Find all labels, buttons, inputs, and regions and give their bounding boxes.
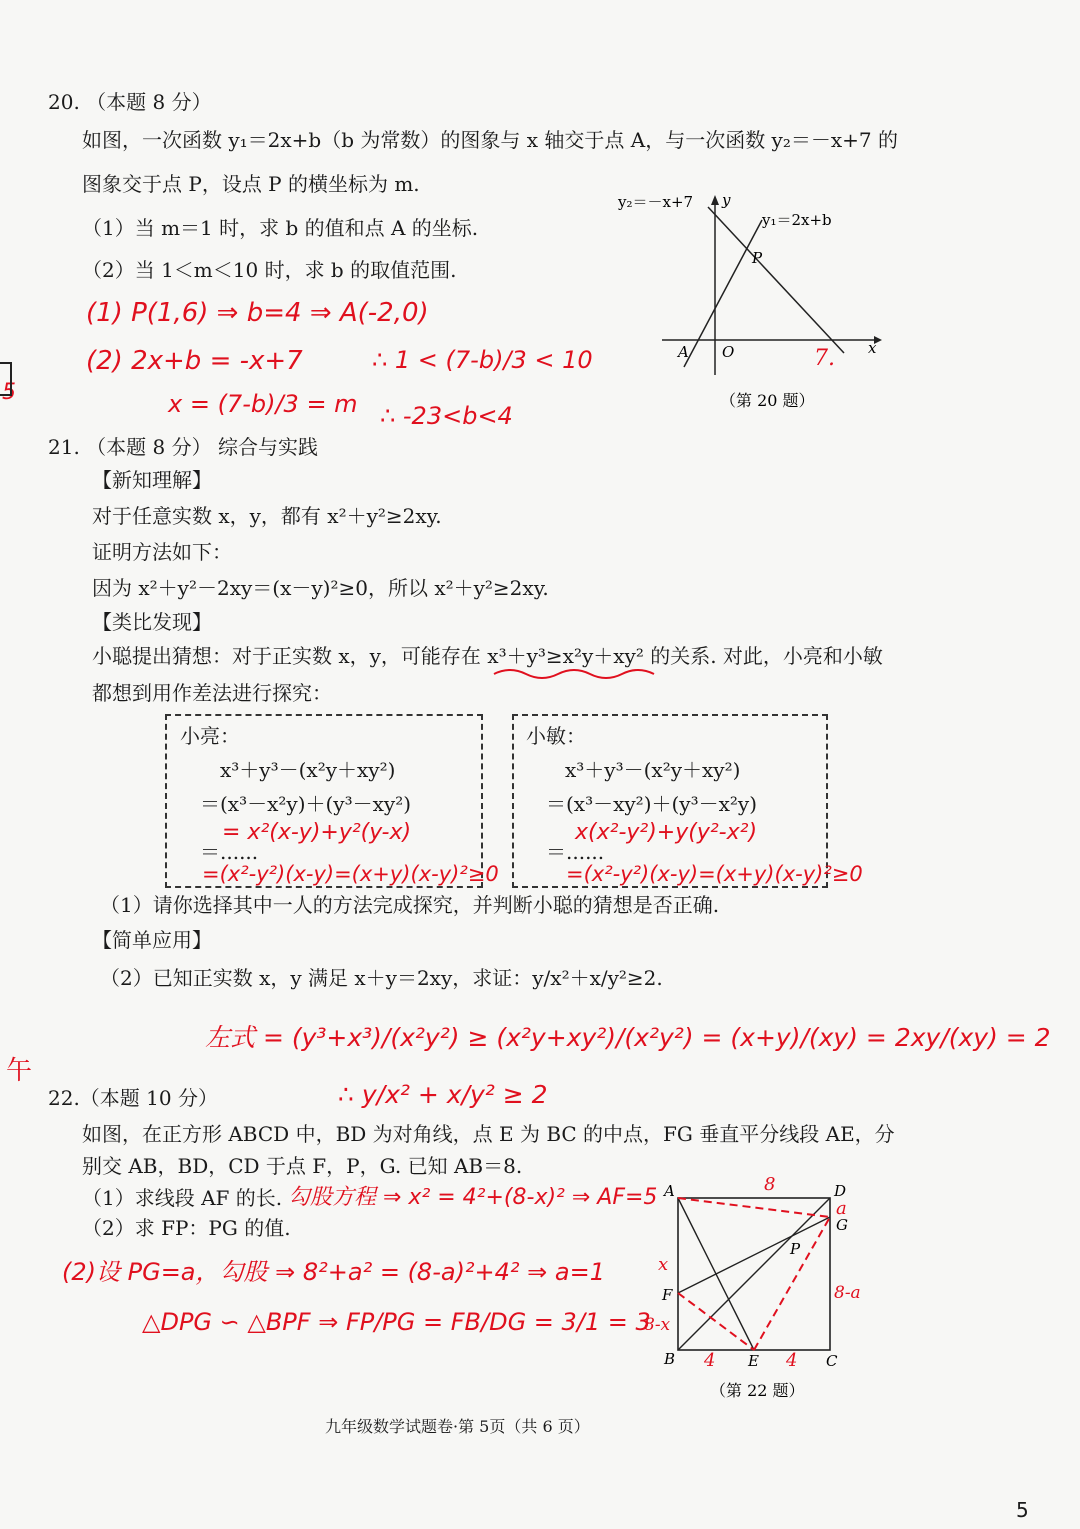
q22-part1: （1）求线段 AF 的长. [82,1186,283,1210]
q20-handwriting-2c: ∴ 1 < (7-b)/3 < 10 [372,346,593,374]
q21-line2: 证明方法如下： [92,540,232,564]
q21-line1: 对于任意实数 x，y，都有 x²＋y²≥2xy. [92,504,442,528]
label-c: C [826,1352,838,1370]
q22-caption: （第 22 题） [710,1381,805,1400]
label-point-p: P [752,249,763,267]
q22-header: 22.（本题 10 分） [48,1086,218,1110]
q21-line5: 都想到用作差法进行探究： [92,681,332,705]
q22-figure [640,1168,880,1404]
hw-dashed-fe [678,1293,754,1350]
q20-handwriting-2d: ∴ -23<b<4 [380,402,513,430]
label-g: G [836,1216,848,1234]
q21-box1-row1: x³＋y³－(x²y＋xy²) [220,758,396,782]
y-axis-arrow [711,195,719,205]
label-origin: O [722,343,735,361]
hw-label-x: x [658,1254,669,1275]
q20-handwriting-2a: (2) 2x+b = -x+7 [86,346,303,376]
label-point-a: A [678,343,689,361]
hw-label-4-left: 4 [704,1350,716,1371]
q21-line3: 因为 x²＋y²－2xy＝(x－y)²≥0，所以 x²＋y²≥2xy. [92,576,549,600]
hw-label-a: a [836,1198,847,1219]
label-a: A [664,1182,675,1200]
margin-mark-2: 午 [6,1056,33,1086]
q20-caption: （第 20 题） [720,391,815,410]
q21-section-analogy: 【类比发现】 [92,610,212,634]
q22-handwriting-part2a: (2)设 PG=a，勾股 ⇒ 8²+a² = (8-a)²+4² ⇒ a=1 [62,1258,606,1286]
label-e: E [748,1352,759,1370]
label-d: D [834,1182,847,1200]
q21-section-new-knowledge: 【新知理解】 [92,468,212,492]
q20-part1: （1）当 m＝1 时，求 b 的值和点 A 的坐标. [82,216,479,240]
page-footer: 九年级数学试题卷·第 5页（共 6 页） [325,1417,590,1436]
q20-handwriting-1: (1) P(1,6) ⇒ b=4 ⇒ A(-2,0) [86,298,429,328]
q21-header: 21. （本题 8 分） 综合与实践 [48,435,318,459]
q20-stem-line2: 图象交于点 P，设点 P 的横坐标为 m. [82,172,420,196]
q20-figure [612,185,892,420]
hw-label-8-minus-a: 8-a [834,1283,861,1303]
q21-box2-name: 小敏： [526,724,586,748]
q21-box2-row1: x³＋y³－(x²y＋xy²) [565,758,741,782]
q21-box1-row3: ＝...... [200,840,259,864]
q21-section-application: 【简单应用】 [92,928,212,952]
q20-part2: （2）当 1＜m＜10 时，求 b 的取值范围. [82,258,457,282]
label-y1: y₁＝2x+b [762,211,832,229]
label-y2: y₂＝－x+7 [618,193,694,211]
q21-handwriting-2: ∴ y/x² + x/y² ≥ 2 [338,1080,548,1109]
q20-header: 20. （本题 8 分） [48,90,212,114]
q22-part2: （2）求 FP：PG 的值. [82,1216,291,1240]
q22-line2: 别交 AB，BD，CD 于点 F，P，G. 已知 AB＝8. [82,1154,523,1178]
q22-handwriting-part1: 勾股方程 ⇒ x² = 4²+(8-x)² ⇒ AF=5 [288,1185,658,1210]
q20-stem-line1: 如图，一次函数 y₁＝2x+b（b 为常数）的图象与 x 轴交于点 A，与一次函数 y₂＝－x+7 的 [82,128,898,152]
q21-line4: 小聪提出猜想：对于正实数 x，y，可能存在 x³＋y³≥x²y＋xy² 的关系. 对此，小亮和小敏 [92,644,883,668]
label-f: F [662,1286,673,1304]
q21-box1-hw1: = x²(x-y)+y²(y-x) [222,820,412,845]
q21-part2: （2）已知正实数 x，y 满足 x＋y＝2xy，求证：y/x²＋x/y²≥2. [100,966,663,990]
q21-handwriting-1: 左式 = (y³+x³)/(x²y²) ≥ (x²y+xy²)/(x²y²) = (x+y)/(xy) = 2xy/(xy) = 2 [205,1023,1051,1052]
q21-box1-name: 小亮： [180,724,240,748]
q21-box1-row2: ＝(x³－x²y)＋(y³－xy²) [200,792,412,816]
label-y-axis: y [722,191,731,209]
label-b: B [664,1350,676,1368]
q21-box2-hw2: =(x²-y²)(x-y)=(x+y)(x-y)²≥0 [566,862,863,886]
q21-part1: （1）请你选择其中一人的方法完成探究，并判断小聪的猜想是否正确. [100,893,720,917]
hw-label-8-minus-x: 8-x [644,1315,671,1335]
q22-handwriting-part2b: △DPG ∽ △BPF ⇒ FP/PG = FB/DG = 3/1 = 3 [142,1308,651,1336]
margin-bracket [0,362,12,396]
hw-label-4-right: 4 [786,1350,798,1371]
q21-box2-row3: ＝...... [546,840,605,864]
q22-line1: 如图，在正方形 ABCD 中，BD 为对角线，点 E 为 BC 的中点，FG 垂直平分线段 AE，分 [82,1122,895,1146]
margin-mark-1: 5 [2,380,16,405]
page-number: 5 [1016,1498,1029,1522]
label-x-axis: x [868,339,877,357]
hw-mark-seven: 7. [814,346,835,371]
hw-label-8: 8 [764,1174,776,1195]
q21-box2-row2: ＝(x³－xy²)＋(y³－x²y) [546,792,758,816]
label-p: P [790,1240,801,1258]
q20-handwriting-2b: x = (7-b)/3 = m [168,390,358,418]
hw-dashed-ag [678,1198,830,1217]
q21-hw-underline [490,664,670,684]
q21-box2-hw1: x(x²-y²)+y(y²-x²) [575,820,758,845]
diagonal-bd [678,1198,830,1350]
q21-box1-hw2: =(x²-y²)(x-y)=(x+y)(x-y)²≥0 [202,862,499,886]
